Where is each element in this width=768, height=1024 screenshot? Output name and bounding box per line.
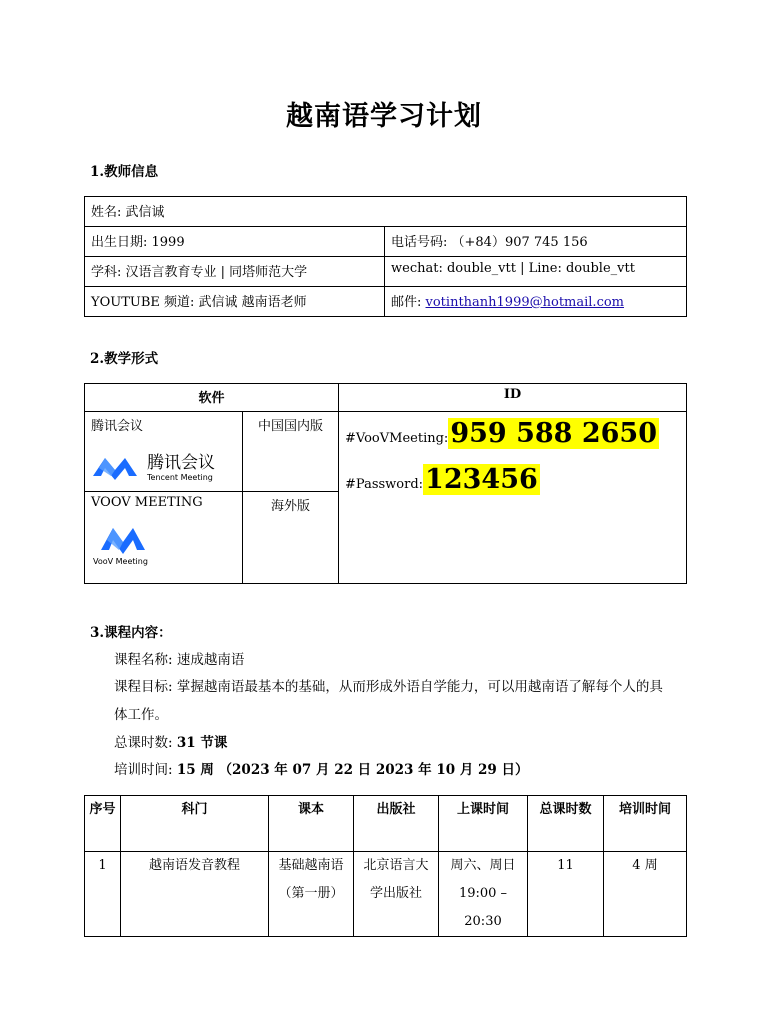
format-table: [84, 383, 687, 584]
teacher-social: wechat: double_vtt | Line: double_vtt: [385, 257, 687, 287]
section-format-heading: 2.教学形式: [90, 351, 159, 367]
tencent-cell: [85, 412, 243, 492]
tencent-logo: [91, 448, 236, 488]
voov-scope: 海外版: [243, 492, 339, 584]
teacher-youtube: YOUTUBE 频道: 武信诚 越南语老师: [85, 287, 385, 317]
password-value: 123456: [425, 464, 538, 495]
schedule-header-publisher: 出版社: [354, 796, 439, 852]
schedule-cell-class-time: 周六、周日 19:00 – 20:30: [439, 852, 528, 937]
schedule-header-subject: 科门: [121, 796, 269, 852]
teacher-name: 姓名: 武信诚: [85, 197, 687, 227]
password-label: #Password:: [345, 477, 424, 492]
voov-cell: [85, 492, 243, 584]
schedule-header-class-time: 上课时间: [439, 796, 528, 852]
voov-logo-icon: [101, 528, 145, 554]
course-hours-value: 31 节课: [176, 735, 228, 751]
voov-logo: [91, 520, 236, 570]
teacher-phone: 电话号码: （+84）907 745 156: [385, 227, 687, 257]
teacher-info-table: [84, 196, 687, 317]
tencent-name: 腾讯会议: [91, 419, 144, 434]
course-hours-label: 总课时数:: [114, 735, 177, 751]
schedule-header-textbook: 课本: [269, 796, 354, 852]
course-time-value: 15 周 （2023 年 07 月 22 日 2023 年 10 月 29 日）: [176, 762, 529, 778]
table-row: [85, 852, 687, 937]
email-link[interactable]: votinthanh1999@hotmail.com: [425, 295, 625, 310]
schedule-table: [84, 795, 687, 937]
schedule-header-total-hours: 总课时数: [528, 796, 604, 852]
schedule-cell-textbook: 基础越南语（第一册）: [269, 852, 354, 937]
schedule-cell-index: 1: [85, 852, 121, 937]
section-course-heading: 3.课程内容：: [90, 625, 172, 641]
schedule-header-duration: 培训时间: [604, 796, 687, 852]
tencent-logo-en: Tencent Meeting: [147, 473, 213, 482]
page-title: 越南语学习计划: [286, 101, 482, 132]
tencent-scope: 中国国内版: [243, 412, 339, 492]
section-teacher-heading: 1.教师信息: [90, 164, 159, 180]
teacher-email-cell: [385, 287, 687, 317]
schedule-cell-publisher: 北京语言大学出版社: [354, 852, 439, 937]
course-time: [114, 758, 529, 778]
course-time-label: 培训时间:: [114, 762, 177, 778]
header-software: 软件: [85, 384, 339, 412]
teacher-dob: 出生日期: 1999: [85, 227, 385, 257]
tencent-logo-cn: 腾讯会议: [147, 453, 215, 473]
voov-name: VOOV MEETING: [91, 495, 203, 510]
tencent-logo-icon: [93, 458, 137, 480]
email-label: 邮件:: [391, 295, 426, 310]
meeting-label: #VooVMeeting:: [345, 431, 449, 446]
schedule-cell-subject: 越南语发音教程: [121, 852, 269, 937]
course-goal-line1: 课程目标: 掌握越南语最基本的基础，从而形成外语自学能力，可以用越南语了解每个人的具: [114, 679, 663, 695]
schedule-cell-total-hours: 11: [528, 852, 604, 937]
teacher-major: 学科: 汉语言教育专业 | 同塔师范大学: [85, 257, 385, 287]
voov-logo-text: VooV Meeting: [93, 557, 148, 566]
schedule-header-index: 序号: [85, 796, 121, 852]
course-goal-line2: 体工作。: [114, 707, 168, 723]
course-hours: [114, 731, 227, 751]
header-id: ID: [339, 384, 687, 412]
schedule-cell-duration: 4 周: [604, 852, 687, 937]
course-name: 课程名称: 速成越南语: [114, 652, 245, 668]
meeting-id: 959 588 2650: [450, 418, 657, 449]
id-cell: [339, 412, 687, 584]
